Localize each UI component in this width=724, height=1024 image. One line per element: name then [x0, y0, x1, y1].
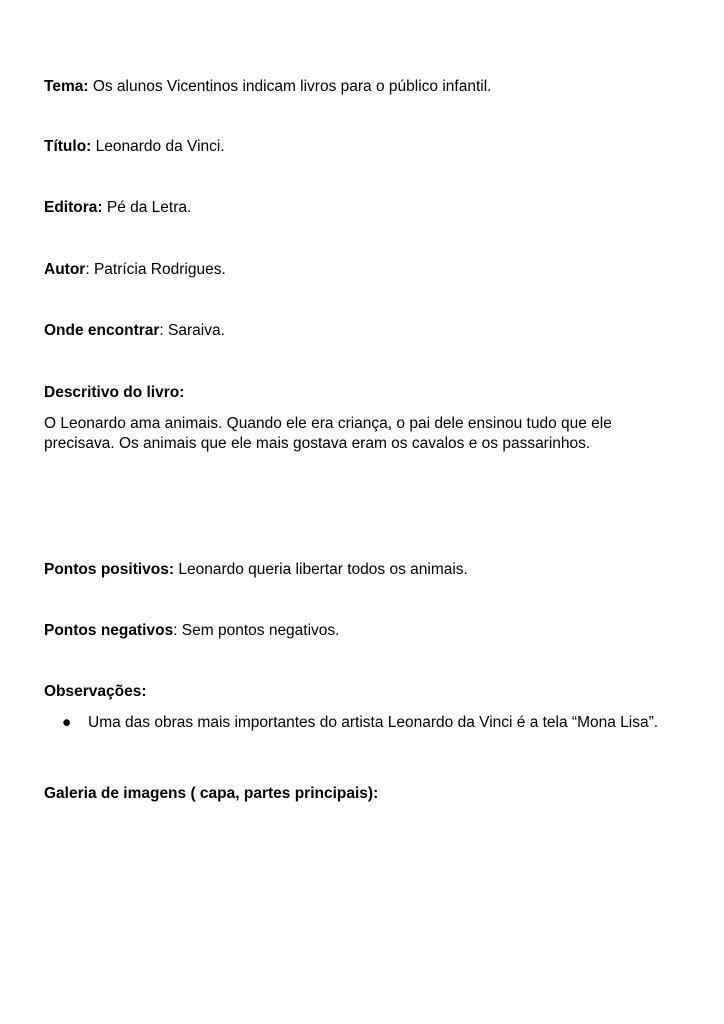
descritivo-paragraph: O Leonardo ama animais. Quando ele era criança, o pai dele ensinou tudo que ele precisava. Os animais que ele mais gostava eram os cavalos e os passarinhos.	[44, 415, 612, 452]
tema-label: Tema:	[44, 78, 89, 95]
bullet-icon: ●	[62, 714, 72, 731]
pontos-negativos-label: Pontos negativos	[44, 622, 174, 639]
onde-encontrar-label: Onde encontrar	[44, 322, 160, 339]
onde-encontrar-value: : Saraiva.	[159, 322, 225, 339]
titulo-label: Título:	[44, 138, 92, 155]
autor-label: Autor	[44, 261, 86, 278]
galeria-heading: Galeria de imagens ( capa, partes principais):	[44, 785, 379, 802]
editora-label: Editora:	[44, 199, 103, 216]
titulo-value: Leonardo da Vinci.	[91, 138, 225, 155]
observacoes-item-text: Uma das obras mais importantes do artista Leonardo da Vinci é a tela “Mona Lisa”.	[88, 714, 659, 731]
tema-line	[44, 78, 491, 96]
pontos-negativos-line	[44, 622, 339, 640]
observacoes-heading: Observações:	[44, 683, 147, 700]
titulo-line	[44, 138, 225, 156]
autor-line	[44, 261, 226, 279]
pontos-negativos-value: : Sem pontos negativos.	[173, 622, 340, 639]
tema-value: Os alunos Vicentinos indicam livros para o público infantil.	[88, 78, 492, 95]
editora-line	[44, 199, 191, 217]
descritivo-heading: Descritivo do livro:	[44, 384, 185, 401]
pontos-positivos-line	[44, 561, 468, 579]
pontos-positivos-value: Leonardo queria libertar todos os animais.	[174, 561, 468, 578]
onde-encontrar-line	[44, 322, 225, 340]
pontos-positivos-label: Pontos positivos:	[44, 561, 175, 578]
autor-value: : Patrícia Rodrigues.	[85, 261, 226, 278]
editora-value: Pé da Letra.	[102, 199, 192, 216]
